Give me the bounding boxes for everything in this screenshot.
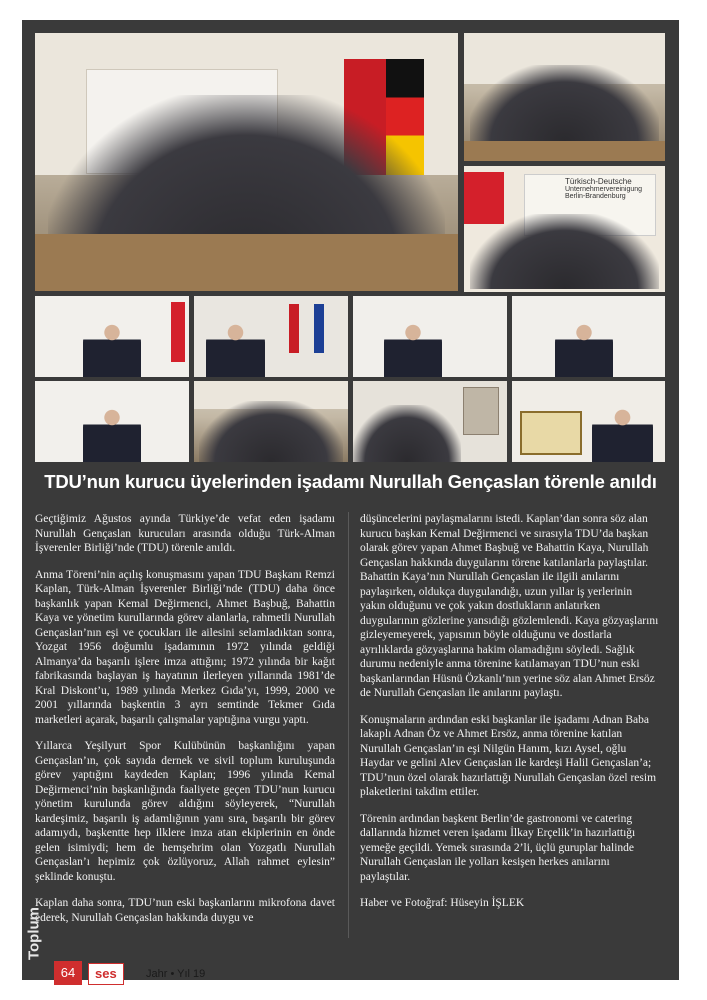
plaque-presentation-photo (353, 381, 507, 462)
magazine-logo: ses (88, 963, 124, 985)
page-number: 64 (54, 961, 82, 985)
column-divider (348, 512, 349, 938)
photo-credit: Haber ve Fotoğraf: Hüseyin İŞLEK (360, 897, 525, 909)
paragraph: Yıllarca Yeşilyurt Spor Kulübünün başkanlığını yapan Gençaslan’ın, çok sayıda dernek ve sivil toplum kuruluşunda görev yaptığını kaydeden Kaplan; 1996 yılında Kemal Değirmenci’nin başkanlığında faaliyete geçen TDU’nun kurucu yönetim kurulunda görev aldığını söyleyerek, “Nurullah kardeşimiz, başarılı iş adamlığının yanı sıra, başarılı bir görev adamıydı, başkentte hep ilklere imza atan ekiplerinin en önde gelen isimiydi; hem de hemşehrim olan Yozgatlı Nurullah Gençaslan’ı hepimiz çok özlüyoruz, Allah rahmet eylesin” şeklinde konuştu. (35, 740, 335, 883)
speaker-photo-4 (512, 296, 665, 377)
banner-line-2: Unternehmervereinigung (565, 186, 643, 193)
banner-line-3: Berlin-Brandenburg (565, 193, 626, 200)
paragraph: Törenin ardından başkent Berlin’de gastronomi ve catering dallarında hizmet veren işadamı İlkay Erçelik’in hazırlattığı yemeğe geçildi. Yemek sırasında 2’li, üçlü guruplar halinde Nurullah Gençaslan ile yolları kesişen herkes anılarını paylaştılar. (360, 812, 636, 883)
issue-year: Jahr • Yıl 19 (146, 968, 206, 980)
article-title: TDU’nun kurucu üyelerinden işadamı Nurullah Gençaslan törenle anıldı (44, 471, 657, 492)
article-panel (22, 20, 679, 980)
speaker-photo-3 (353, 296, 507, 377)
banner-group-photo (464, 166, 665, 292)
paragraph: Kaplan daha sonra, TDU’nun eski başkanlarını mikrofona davet ederek, Nurullah Gençaslan hakkında duygu ve (35, 897, 335, 924)
paragraph: Konuşmaların ardından eski başkanlar ile işadamı Adnan Baba lakaplı Adnan Öz ve Ahmet Ersöz, anma törenine katılan Nurullah Gençaslan’ın eşi Nilgün Hanım, kızı Aysel, oğlu Haydar ve gelini Alev Gençaslan ile kardeşi Halil Gençaslan’a; TDU’nun özel olarak hazırlattığı Nurullah Gençaslan özel resim plaketlerini takdim ettiler. (360, 713, 657, 798)
group-photo-main (35, 33, 458, 291)
article-column-right (360, 512, 660, 923)
plaque-photo (512, 381, 665, 462)
section-label (22, 905, 46, 965)
paragraph: Geçtiğimiz Ağustos ayında Türkiye’de vefat eden işadamı Nurullah Gençaslan kurucuları arasında olduğu Türk-Alman İşverenler Birliği’nde (TDU) törenle anıldı. (35, 513, 335, 554)
speaker-photo-2 (194, 296, 348, 377)
page-footer (22, 965, 679, 995)
paragraph: düşüncelerini paylaşmalarını istedi. Kaplan’dan sonra söz alan kurucu başkan Kemal Değirmenci ve sırasıyla TDU’da başkan olarak görev yapan Ahmet Başbuğ ve Bahattin Kaya, Nurullah Gençaslan hakkında duygularını törene katılanlarla paylaştılar. Bahattin Kaya’nın Nurullah Gençaslan ile ilgili anılarını paylaşırken, oldukça duygulandığı, uzun yıllar iş yerlerinin yakın olduğunu ve çok yakın dostlukların anlatırken duygularının gözlerine yansıdığı gözlemlendi. Kaya gözyaşlarını gizleyemeyerek, yapısının böyle olduğunu ve dostlarla ayrılıklarda gözyaşlarına hakim olamadığını söyledi. Sağlık durumu nedeniyle anma törenine katılamayan TDU’nun eski başkanlarından Hüsnü Özkanlı’nın yerine söz alan Ahmet Ersöz de Nurullah Gençaslan ile anılarını paylaştı. (360, 513, 659, 699)
speaker-photo-1 (35, 296, 189, 377)
article-column-left (35, 512, 335, 937)
section-label-text: Toplum (25, 906, 43, 961)
seated-guests-photo (194, 381, 348, 462)
audience-photo (464, 33, 665, 161)
banner-line-1: Türkisch-Deutsche (565, 177, 632, 186)
speaker-photo-5 (35, 381, 189, 462)
paragraph: Anma Töreni’nin açılış konuşmasını yapan TDU Başkanı Remzi Kaplan, Türk-Alman İşverenler Birliği’nde (TDU) daha önce başkanlık yapan Kemal Değirmenci, Ahmet Başbuğ, Bahattin Kaya ve yönetim kurullarında görev alanlarla, rahmetli Nurullah Gençaslan’nın eşi ve çocukları ile ailesini selamladıktan sonra, Yozgat 1956 doğumlu işadamının 1972 yılında geldiği Almanya’da başarılı işlere imza attığını; 1972 yılında bir kağıt fabrikasında başlayan iş hayatının ilerleyen yıllarında 1981’de Kral Diskont’u, 1989 yılında Merkez Gıda’yı, 1999, 2000 ve 2001 yıllarında başkentin 3 ayrı semtinde Tekmer Gıda marketleri açarak, başarılı çalışmalar yaptığına vurgu yaptı. (35, 568, 335, 726)
